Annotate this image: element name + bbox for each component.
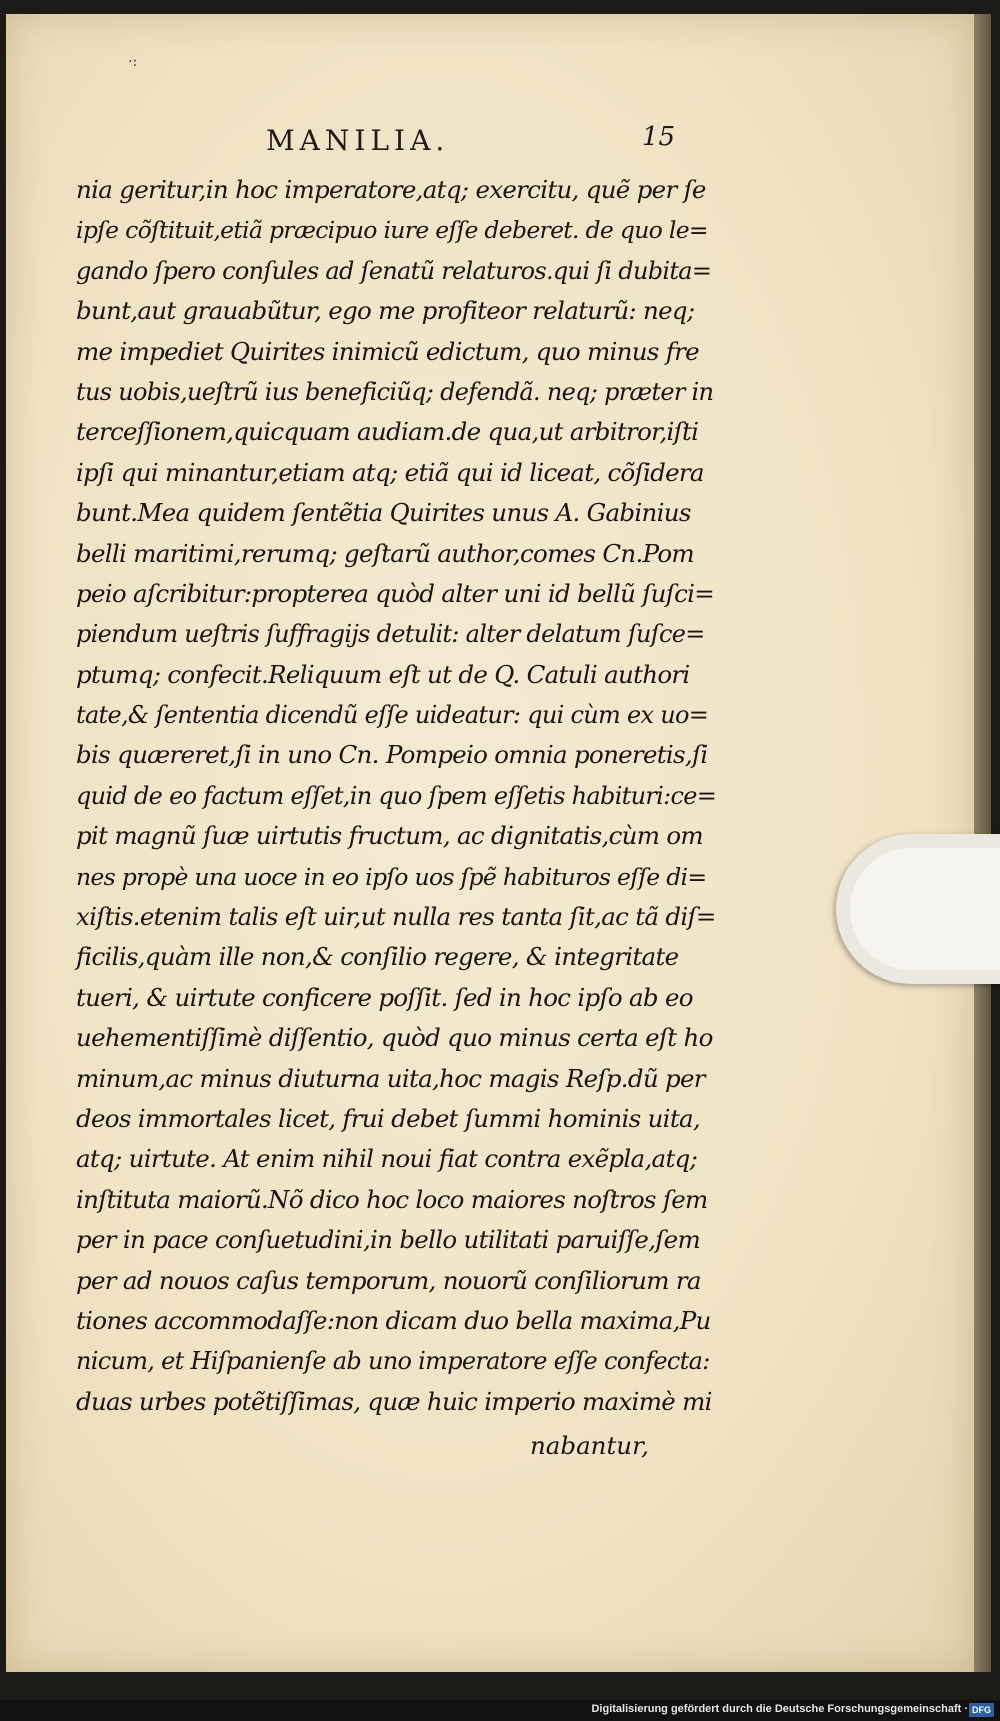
running-head: MANILIA. [266, 124, 450, 157]
text-line: atq; uirtute. At enim nihil noui fiat contra exẽpla,atq; [76, 1144, 698, 1174]
text-line: ipſi qui minantur,etiam atq; etiã qui id liceat, cõſidera [76, 457, 704, 487]
text-line: piendum ueſtris ſuffragijs detulit: alter delatum ſuſce= [76, 620, 705, 649]
text-line: minum,ac minus diuturna uita,hoc magis Reſp.dũ per [76, 1063, 705, 1093]
text-line: ptumq; confecit.Reliquum eſt ut de Q. Catuli authori [76, 659, 690, 689]
text-line: peio aſcribitur:propterea quòd alter uni id bellũ ſuſci= [76, 578, 715, 608]
text-line: uehementiſſimè diſſentio, quòd quo minus certa eſt ho [76, 1023, 713, 1053]
text-line: pit magnũ ſuæ uirtutis fructum, ac dignitatis,cùm om [76, 821, 703, 851]
text-line: ipſe cõſtituit,etiã præcipuo iure eſſe deberet. de quo le= [76, 216, 708, 245]
page-number: 15 [642, 122, 676, 152]
text-line: tate,& ſententia dicendũ eſſe uideatur: qui cùm ex uo= [76, 701, 709, 730]
text-line: duas urbes potẽtiſſimas, quæ huic imperio maximè mi [76, 1386, 712, 1416]
text-line: inſtituta maiorũ.Nõ dico hoc loco maiores noſtros ſem [76, 1184, 708, 1214]
text-line: tus uobis,ueſtrũ ius beneficiũq; defendã. neq; præter in [76, 377, 714, 406]
text-line: tiones accommodaſſe:non dicam duo bella maxima,Pu [76, 1305, 711, 1335]
text-line: belli maritimi,rerumq; geſtarũ author,comes Cn.Pom [76, 538, 694, 568]
text-line: bunt.Mea quidem ſentẽtia Quirites unus A. Gabinius [76, 498, 691, 528]
text-line: quid de eo factum eſſet,in quo ſpem eſſetis habituri:ce= [76, 781, 717, 810]
footer-credit: Digitalisierung gefördert durch die Deutsche Forschungsgemeinschaft · [591, 1703, 968, 1715]
body-text [76, 170, 716, 1422]
text-line: nes propè una uoce in eo ipſo uos ſpẽ habituros eſſe di= [76, 862, 707, 891]
text-line: nicum, et Hiſpanienſe ab uno imperatore eſſe confecta: [76, 1347, 710, 1376]
dfg-logo: DFG [969, 1703, 994, 1717]
catchword: nabantur, [530, 1431, 649, 1460]
text-line: ficilis,quàm ille non,& conſilio regere, & integritate [76, 942, 679, 972]
text-line: tueri, & uirtute conficere poſſit. ſed in hoc ipſo ab eo [76, 982, 693, 1012]
page-clip-tab-inner [850, 848, 1000, 970]
margin-mark: ·: [128, 54, 138, 70]
text-line: gando ſpero conſules ad ſenatũ relaturos.qui ſi dubita= [76, 256, 712, 285]
text-line: per ad nouos caſus temporum, nouorũ conſiliorum ra [76, 1265, 701, 1295]
text-line: me impediet Quirites inimicũ edictum, quo minus fre [76, 336, 699, 366]
text-line: deos immortales licet, frui debet ſummi hominis uita, [76, 1103, 700, 1133]
text-line: xiſtis.etenim talis eſt uir,ut nulla res tanta ſit,ac tã diſ= [76, 902, 716, 932]
text-line: bunt,aut grauabũtur, ego me profiteor relaturũ: neq; [76, 296, 695, 326]
text-line: nia geritur,in hoc imperatore,atq; exercitu, quẽ per ſe [76, 175, 706, 204]
text-line: per in pace conſuetudini,in bello utilitati paruiſſe,ſem [76, 1225, 701, 1255]
text-line: bis quæreret,ſi in uno Cn. Pompeio omnia poneretis,ſi [76, 740, 708, 770]
text-line: terceſſionem,quicquam audiam.de qua,ut arbitror,iſti [76, 417, 699, 447]
